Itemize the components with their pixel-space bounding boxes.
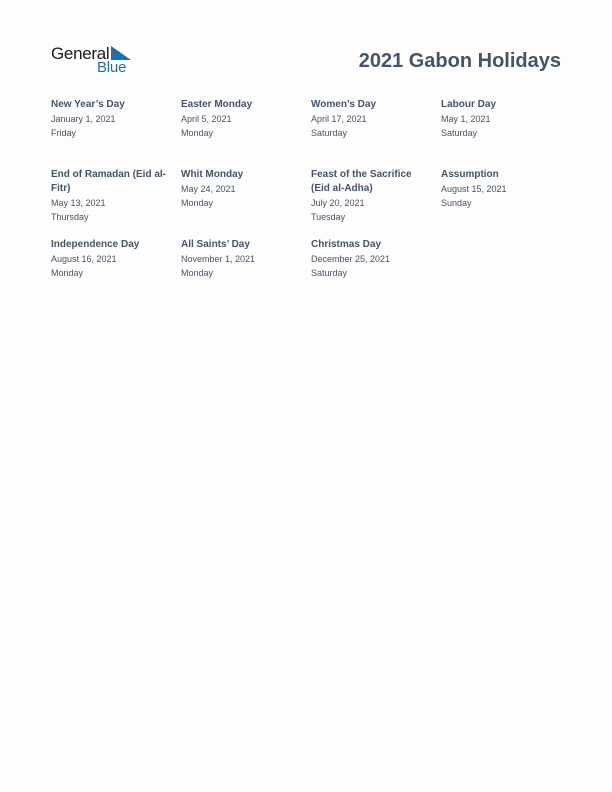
logo-word-blue: Blue	[97, 59, 127, 76]
holiday-name: Women’s Day	[311, 99, 377, 110]
logo-word-general: General	[51, 44, 110, 63]
holiday-weekday: Sunday	[441, 198, 472, 208]
holiday-name: Assumption	[441, 169, 499, 180]
holiday-name: Christmas Day	[311, 239, 382, 250]
holiday-entry	[441, 168, 563, 210]
general-blue-logo	[51, 44, 141, 78]
holiday-weekday: Thursday	[51, 212, 89, 222]
holiday-name: Labour Day	[441, 99, 497, 110]
holiday-entry	[311, 238, 433, 280]
holiday-entry	[51, 238, 173, 280]
holiday-weekday: Tuesday	[311, 212, 346, 222]
page-title: 2021 Gabon Holidays	[358, 50, 561, 72]
holiday-weekday: Saturday	[311, 128, 348, 138]
holiday-date: August 16, 2021	[51, 254, 117, 264]
holiday-date: May 24, 2021	[181, 184, 236, 194]
holiday-date: May 13, 2021	[51, 198, 106, 208]
holiday-weekday: Saturday	[441, 128, 478, 138]
holiday-weekday: Monday	[181, 198, 214, 208]
holiday-weekday: Saturday	[311, 268, 348, 278]
holiday-name: Whit Monday	[181, 169, 244, 180]
holiday-entry	[51, 168, 173, 224]
holiday-name: End of Ramadan (Eid al-Fitr)	[51, 169, 167, 194]
holiday-name: Independence Day	[51, 239, 140, 250]
holiday-date: July 20, 2021	[311, 198, 365, 208]
holiday-name: Feast of the Sacrifice (Eid al-Adha)	[311, 169, 412, 194]
holiday-date: May 1, 2021	[441, 114, 491, 124]
holiday-entry	[181, 238, 303, 280]
holiday-date: April 5, 2021	[181, 114, 232, 124]
holiday-date: January 1, 2021	[51, 114, 116, 124]
holiday-entry	[441, 98, 563, 140]
holiday-date: April 17, 2021	[311, 114, 367, 124]
holiday-date: August 15, 2021	[441, 184, 507, 194]
holiday-weekday: Monday	[181, 128, 214, 138]
holiday-entry	[51, 98, 173, 140]
holiday-name: New Year’s Day	[51, 99, 125, 110]
holiday-name: All Saints’ Day	[181, 239, 250, 250]
holiday-entry	[311, 168, 433, 224]
holiday-entry	[181, 98, 303, 140]
holiday-name: Easter Monday	[181, 99, 253, 110]
holiday-weekday: Monday	[181, 268, 214, 278]
holiday-weekday: Friday	[51, 128, 77, 138]
logo-flag-icon	[111, 46, 131, 60]
holiday-entry	[311, 98, 433, 140]
holiday-entry	[181, 168, 303, 210]
holiday-date: November 1, 2021	[181, 254, 256, 264]
holiday-weekday: Monday	[51, 268, 84, 278]
holiday-date: December 25, 2021	[311, 254, 391, 264]
